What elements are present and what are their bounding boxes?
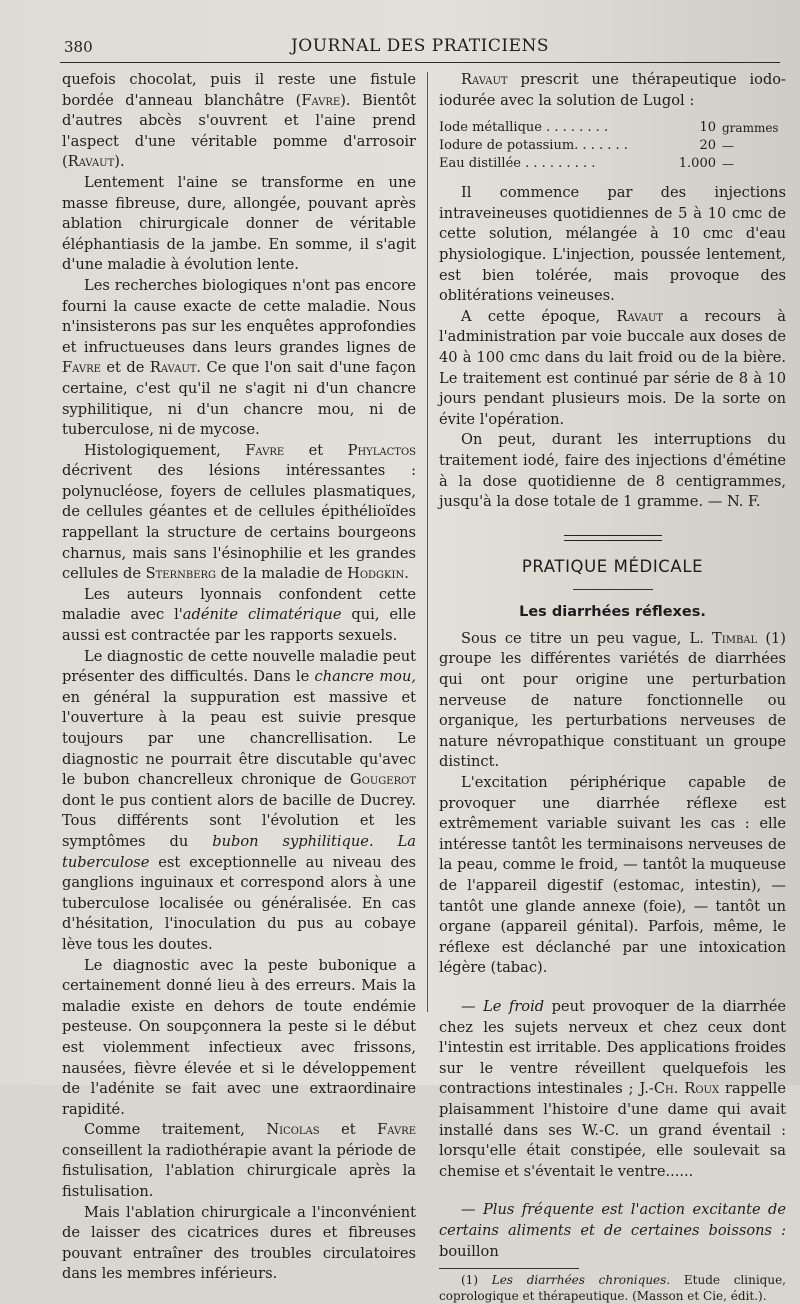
paragraph: [62, 1203, 416, 1285]
name-smallcaps: Ravaut: [616, 307, 664, 325]
paragraph: [439, 1200, 786, 1262]
paragraph: [439, 183, 786, 307]
formula-value: 20: [699, 138, 716, 154]
text-run: (1): [461, 1273, 492, 1288]
text-run: L'excitation périphérique capable de provoquer une diarrhée réflexe est extrêmement variable suivant les cas : elle intéresse tantôt les terminaisons nerveuses de la peau, comme le froid, — tantôt la muqueuse de l'appareil digestif (estomac, intestin), — tantôt une glande annexe (foie), — tantôt un organe (appareil génital). Parfois, même, le réflexe est déclanché par une intoxication légère (tabac).: [439, 774, 786, 977]
text-run: est exceptionnelle au niveau des ganglions inguinaux et correspond alors à une tuberculose localisée ou généralisée. En cas d'hésitation, l'inoculation du pus au cobaye lève tous les doutes.: [62, 853, 416, 953]
text-run: bouillon: [439, 1242, 499, 1260]
text-run: en général la suppuration est massive et l'ouverture à la peau est suivie presque toujours par une chancrellisation. Le diagnostic ne pourrait être discutable qu'avec le bubon chancrelleux chronique de: [62, 688, 416, 789]
emphasis-text: La tuberculose: [62, 832, 416, 871]
text-run: Les auteurs lyonnais confondent cette maladie avec l': [62, 585, 416, 624]
paragraph: [62, 276, 416, 441]
lugol-intro: [439, 70, 786, 111]
spacer: [439, 1182, 786, 1200]
text-run: de la maladie de: [216, 565, 348, 583]
lugol-formula: [439, 119, 786, 173]
page-header: [60, 36, 780, 63]
text-run: —: [461, 997, 484, 1015]
formula-ingredient: Iode métallique . . . . . . . .: [439, 120, 609, 136]
text-run: Lentement l'aine se transforme en une masse fibreuse, dure, allongée, pouvant après ablation chirurgicale donner de véritable éléphantiasis de la jambe. En somme, il s'agit d'une maladie à évolution lente.: [62, 173, 416, 274]
text-run: décrivent des lésions intéressantes : polynucléose, foyers de cellules plasmatiques, de cellules géantes et de cellules épithélioïdes rappellant la structure de certains bourgeons charnus, mais sans l'ésinophilie et les grandes cellules de: [62, 462, 416, 583]
paragraph: [439, 430, 786, 512]
footnote-rule: [439, 1268, 579, 1269]
text-run: rappelle plaisamment l'histoire d'une dame qui avait installé dans ses W.-C. un grand éventail : lorsqu'elle était constipée, elle soulevait sa chemise et s'éventait le ventre......: [439, 1080, 786, 1180]
formula-ingredient: Iodure de potassium. . . . . . .: [439, 138, 628, 154]
text-run: conseillent la radiothérapie avant la période de fistulisation, l'ablation chirurgicale après la fistulisation.: [62, 1141, 416, 1201]
paragraph: [62, 585, 416, 647]
column-divider: [427, 72, 428, 1012]
name-smallcaps: Nicolas: [266, 1121, 320, 1139]
journal-title: JOURNAL DES PRATICIENS: [290, 36, 550, 56]
name-smallcaps: Ravaut: [149, 359, 197, 377]
text-run: ).: [114, 153, 125, 171]
emphasis-text: bubon syphilitique.: [212, 832, 374, 850]
emphasis-text: adénite climatérique: [182, 606, 342, 624]
name-smallcaps: Favre: [245, 441, 285, 459]
paragraph: [62, 647, 416, 956]
formula-unit: —: [722, 139, 734, 154]
spacer: [439, 979, 786, 997]
paragraph: [439, 997, 786, 1182]
section-separator: [564, 535, 662, 541]
text-run: .: [404, 565, 409, 583]
text-run: Etude clinique, coprologique et thérapeutique. (Masson et Cie, édit.).: [439, 1273, 786, 1303]
text-run: Comme traitement,: [84, 1121, 267, 1139]
emphasis-text: chancre mou,: [314, 668, 416, 686]
formula-row: [439, 155, 786, 173]
text-run: qui, elle aussi est contractée par les rapports sexuels.: [62, 606, 416, 645]
text-run: On peut, durant les interruptions du traitement iodé, faire des injections d'émétine à la dose quotidienne de 8 centigrammes, jusqu'à la dose totale de 1 gramme. — N. F.: [439, 431, 786, 511]
formula-value: 10: [699, 120, 716, 136]
paragraph: [439, 307, 786, 431]
paragraph: [62, 1120, 416, 1202]
text-run: Sous ce titre un peu vague, L.: [461, 629, 713, 647]
text-run: Histologiquement,: [84, 441, 246, 459]
text-run: Mais l'ablation chirurgicale a l'inconvénient de laisser des cicatrices dures et fibreuses pouvant entraîner des troubles circulatoires dans les membres inférieurs.: [62, 1203, 416, 1283]
section-title: PRATIQUE MÉDICALE: [521, 556, 704, 576]
emphasis-text: Plus fréquente est l'action excitante de certains aliments et de certaines boissons :: [439, 1201, 786, 1239]
text-run: et: [284, 441, 348, 459]
text-run: prescrit une thérapeutique iodo-iodurée avec la solution de Lugol :: [439, 71, 786, 109]
text-run: quefois chocolat, puis il reste une fistule bordée d'anneau blanchâtre (: [62, 71, 416, 109]
paragraph: [62, 173, 416, 276]
text-run: dont le pus contient alors de bacille de Ducrey. Tous différents sont l'évolution et les symptômes du: [62, 791, 416, 850]
name-smallcaps: Phylactos: [347, 441, 416, 459]
text-run: —: [461, 1201, 483, 1219]
paragraph: [439, 629, 786, 773]
text-run: a recours à l'administration par voie buccale aux doses de 40 à 100 cmc dans du lait froid ou de la bière. Le traitement est continué par série de 8 à 10 jours pendant plusieurs mois. De la sorte on évite l'opération.: [439, 307, 786, 428]
text-run: ). Bientôt d'autres abcès s'ouvrent et l'aine prend l'aspect d'une véritable pomme d'arrosoir (: [62, 91, 416, 171]
name-smallcaps: Favre: [62, 359, 101, 377]
text-run: . Ce que l'on sait d'une façon certaine, c'est qu'il ne s'agit ni d'un chancre syphilitique, ni d'un chancre mou, ni de tuberculose, ni de mycose.: [62, 359, 416, 439]
formula-ingredient: Eau distillée . . . . . . . . .: [439, 156, 596, 172]
paragraph: [62, 70, 416, 173]
subtitle-separator: [573, 589, 653, 590]
footnote: [439, 1273, 786, 1304]
formula-row: [439, 137, 786, 155]
formula-unit: —: [722, 157, 734, 172]
paragraph: [62, 956, 416, 1121]
paragraph: [62, 441, 416, 585]
name-smallcaps: Hodgkin: [347, 565, 405, 583]
page-number: 380: [64, 38, 93, 56]
name-smallcaps: Timbal: [712, 629, 758, 647]
formula-value: 1.000: [678, 156, 716, 172]
name-smallcaps: Favre: [377, 1121, 416, 1139]
name-smallcaps: Ch. Roux: [653, 1080, 720, 1098]
text-run: et: [319, 1121, 378, 1139]
formula-row: [439, 119, 786, 137]
text-run: (1) groupe les différentes variétés de diarrhées qui ont pour origine une perturbation nerveuse de nature fonctionnelle ou organique, les perturbations nerveuses de nature névropathique constituant un groupe distinct.: [439, 629, 786, 771]
name-smallcaps: Ravaut: [67, 153, 115, 171]
text-run: [374, 833, 398, 850]
name-smallcaps: Sternberg: [145, 565, 217, 583]
name-smallcaps: Favre: [301, 91, 341, 109]
text-run: peut provoquer de la diarrhée chez les sujets nerveux et chez ceux dont l'intestin est irritable. Des applications froides sur le ventre réveillent quelquefois les contractions intestinales ; J.-: [439, 997, 786, 1098]
text-run: Le diagnostic avec la peste bubonique a certainement donné lieu à des erreurs. Mais la maladie existe en dehors de toute endémie pesteuse. On soupçonnera la peste si le début est violemment infectieux avec frissons, nausées, fièvre élevée et si le développement de l'adénite se fait avec une extraordinaire rapidité.: [62, 956, 416, 1118]
text-run: et de: [100, 359, 150, 377]
name-smallcaps: Ravaut: [461, 71, 508, 88]
text-run: Le diagnostic de cette nouvelle maladie peut présenter des difficultés. Dans le: [62, 647, 416, 686]
left-column: [62, 70, 416, 1285]
emphasis-text: Les diarrhées chroniques.: [491, 1273, 671, 1288]
text-run: A cette époque,: [461, 307, 617, 325]
article-subtitle: Les diarrhées réflexes.: [519, 604, 706, 621]
text-run: Il commence par des injections intraveineuses quotidiennes de 5 à 10 cmc de cette solution, mélangée à 10 cmc d'eau physiologique. L'injection, poussée lentement, est bien tolérée, mais provoque des oblitérations veineuses.: [439, 184, 786, 305]
emphasis-text: Le froid: [483, 997, 545, 1015]
formula-unit: grammes: [722, 121, 779, 136]
text-run: Les recherches biologiques n'ont pas encore fourni la cause exacte de cette maladie. Nous n'insisterons pas sur les enquêtes approfondies et infructueuses dans leurs grandes lignes de: [62, 276, 416, 356]
paragraph: [439, 773, 786, 979]
right-column: [439, 70, 786, 1304]
name-smallcaps: Gougerot: [350, 771, 416, 789]
